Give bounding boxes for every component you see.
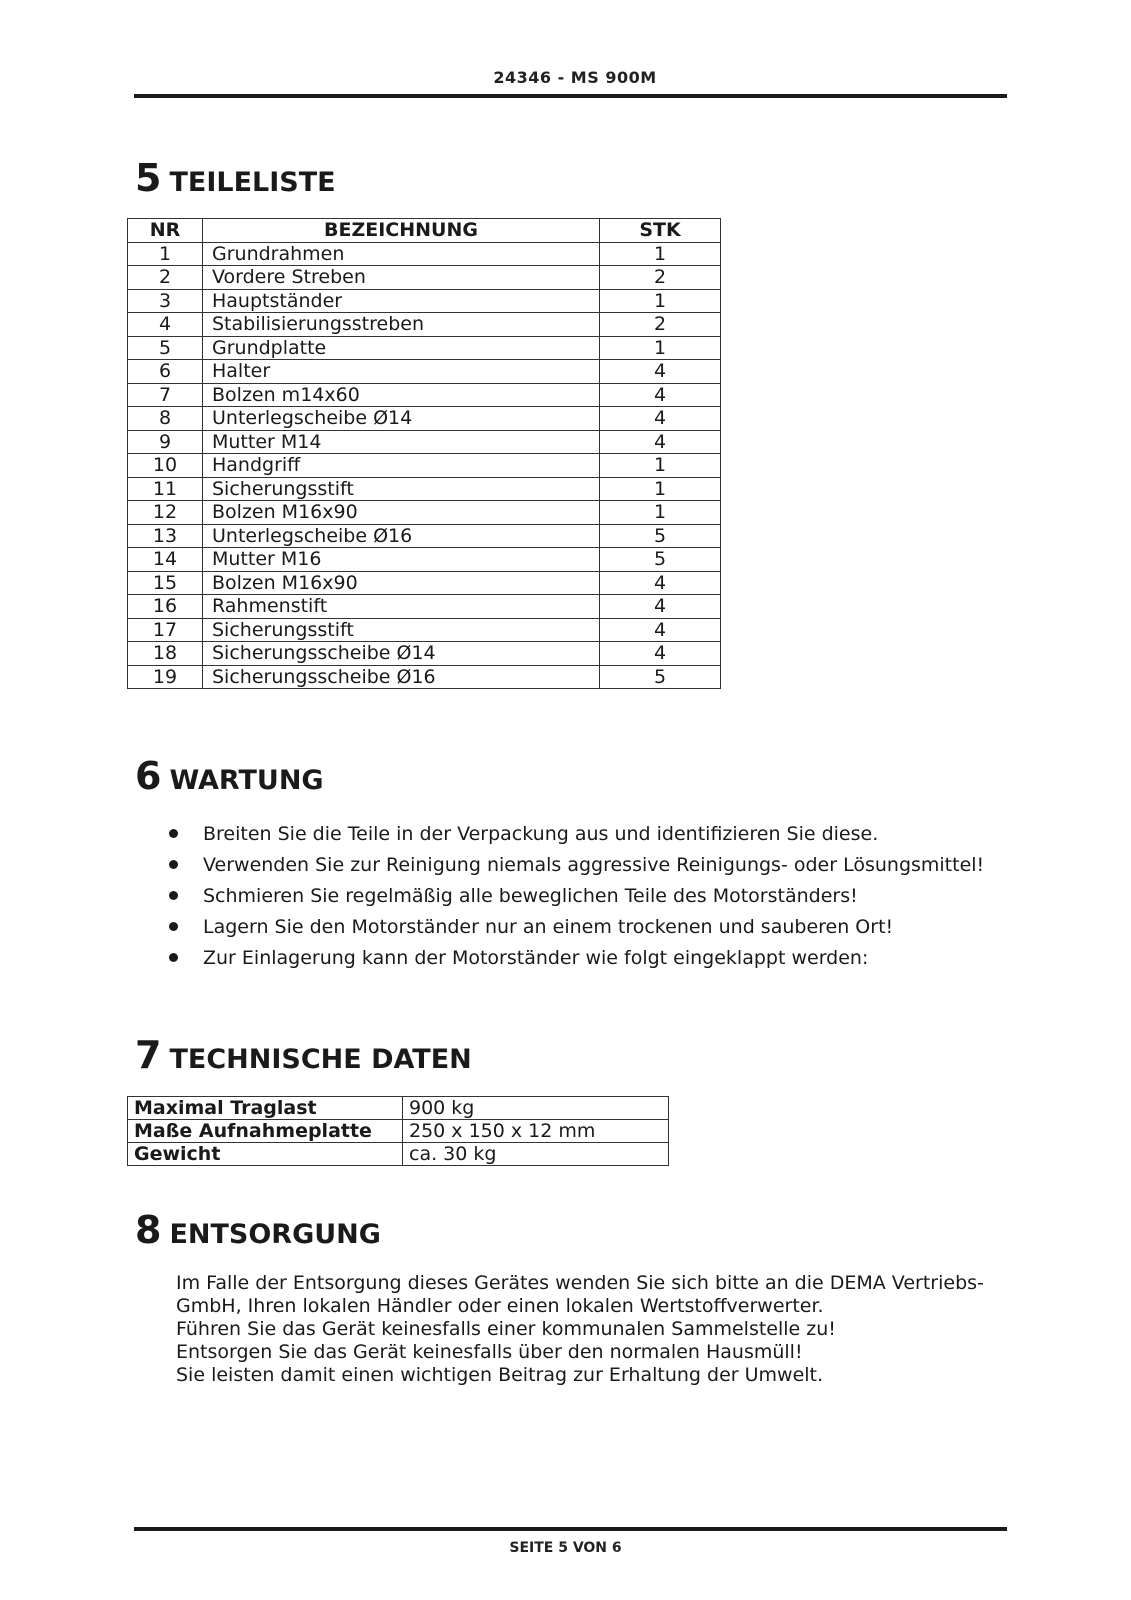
cell-qty: 5 <box>600 524 721 548</box>
cell-qty: 1 <box>600 336 721 360</box>
cell-qty: 5 <box>600 665 721 689</box>
bullet-icon <box>169 922 178 931</box>
cell-qty: 1 <box>600 477 721 501</box>
cell-name: Sicherungsscheibe Ø16 <box>203 665 600 689</box>
table-row <box>128 407 721 431</box>
list-item <box>165 820 984 851</box>
list-item <box>165 882 984 913</box>
spec-label: Gewicht <box>128 1143 403 1166</box>
cell-nr: 9 <box>128 430 203 454</box>
parts-table-header-row <box>128 219 721 243</box>
table-row <box>128 289 721 313</box>
cell-qty: 1 <box>600 289 721 313</box>
list-item-text: Breiten Sie die Teile in der Verpackung aus und identifizieren Sie diese. <box>203 823 879 845</box>
cell-qty: 1 <box>600 501 721 525</box>
disposal-text <box>176 1272 984 1387</box>
section-number: 8 <box>135 1208 162 1252</box>
section-number: 6 <box>135 754 162 798</box>
bullet-icon <box>169 860 178 869</box>
spec-label: Maße Aufnahmeplatte <box>128 1120 403 1143</box>
cell-nr: 7 <box>128 383 203 407</box>
section-number: 5 <box>135 156 162 200</box>
table-row <box>128 548 721 572</box>
table-row <box>128 477 721 501</box>
cell-nr: 4 <box>128 313 203 337</box>
list-item <box>165 913 984 944</box>
section-title-parts <box>135 156 336 200</box>
parts-table <box>127 218 721 689</box>
paragraph-line: Führen Sie das Gerät keinesfalls einer kommunalen Sammelstelle zu! <box>176 1318 836 1340</box>
cell-qty: 5 <box>600 548 721 572</box>
cell-qty: 2 <box>600 313 721 337</box>
cell-qty: 4 <box>600 430 721 454</box>
column-header-qty: STK <box>600 219 721 243</box>
spec-value: 900 kg <box>403 1097 669 1120</box>
list-item-text: Schmieren Sie regelmäßig alle beweglichen Teile des Motorständers! <box>203 885 858 907</box>
bullet-icon <box>169 829 178 838</box>
cell-qty: 4 <box>600 407 721 431</box>
cell-name: Rahmenstift <box>203 595 600 619</box>
table-row <box>128 642 721 666</box>
cell-nr: 16 <box>128 595 203 619</box>
cell-qty: 2 <box>600 266 721 290</box>
table-row <box>128 1120 669 1143</box>
cell-name: Bolzen M16x90 <box>203 501 600 525</box>
document-header-title: 24346 - MS 900M <box>493 68 657 87</box>
cell-qty: 1 <box>600 242 721 266</box>
section-heading: TEILELISTE <box>169 167 336 198</box>
header-rule <box>134 94 1007 98</box>
section-heading: ENTSORGUNG <box>169 1219 381 1250</box>
cell-nr: 12 <box>128 501 203 525</box>
cell-name: Unterlegscheibe Ø14 <box>203 407 600 431</box>
paragraph-line: GmbH, Ihren lokalen Händler oder einen lokalen Wertstoffverwerter. <box>176 1295 824 1317</box>
cell-qty: 4 <box>600 360 721 384</box>
list-item <box>165 944 984 975</box>
cell-name: Bolzen m14x60 <box>203 383 600 407</box>
cell-name: Grundrahmen <box>203 242 600 266</box>
section-title-maintenance <box>135 754 324 798</box>
spec-value: 250 x 150 x 12 mm <box>403 1120 669 1143</box>
column-header-name: BEZEICHNUNG <box>203 219 600 243</box>
cell-qty: 4 <box>600 383 721 407</box>
list-item-text: Zur Einlagerung kann der Motorständer wie folgt eingeklappt werden: <box>203 947 869 969</box>
cell-name: Grundplatte <box>203 336 600 360</box>
cell-nr: 2 <box>128 266 203 290</box>
bullet-icon <box>169 891 178 900</box>
cell-qty: 4 <box>600 642 721 666</box>
cell-name: Bolzen M16x90 <box>203 571 600 595</box>
cell-qty: 4 <box>600 595 721 619</box>
cell-name: Mutter M14 <box>203 430 600 454</box>
table-row <box>128 501 721 525</box>
section-heading: TECHNISCHE DATEN <box>169 1044 472 1075</box>
paragraph-line: Sie leisten damit einen wichtigen Beitrag zur Erhaltung der Umwelt. <box>176 1364 824 1386</box>
spec-value: ca. 30 kg <box>403 1143 669 1166</box>
table-row <box>128 266 721 290</box>
cell-nr: 5 <box>128 336 203 360</box>
table-row <box>128 1143 669 1166</box>
tech-data-table <box>127 1096 669 1166</box>
cell-nr: 8 <box>128 407 203 431</box>
cell-nr: 10 <box>128 454 203 478</box>
cell-name: Mutter M16 <box>203 548 600 572</box>
cell-name: Halter <box>203 360 600 384</box>
paragraph-line: Entsorgen Sie das Gerät keinesfalls über den normalen Hausmüll! <box>176 1341 803 1363</box>
page-number: SEITE 5 VON 6 <box>509 1540 622 1556</box>
table-row <box>128 430 721 454</box>
cell-name: Sicherungsstift <box>203 618 600 642</box>
cell-name: Handgriff <box>203 454 600 478</box>
paragraph-line: Im Falle der Entsorgung dieses Gerätes wenden Sie sich bitte an die DEMA Vertriebs- <box>176 1272 984 1294</box>
cell-nr: 13 <box>128 524 203 548</box>
cell-nr: 3 <box>128 289 203 313</box>
bullet-icon <box>169 953 178 962</box>
table-row <box>128 618 721 642</box>
table-row <box>128 336 721 360</box>
spec-label: Maximal Traglast <box>128 1097 403 1120</box>
cell-nr: 19 <box>128 665 203 689</box>
cell-nr: 11 <box>128 477 203 501</box>
section-title-disposal <box>135 1208 381 1252</box>
cell-nr: 14 <box>128 548 203 572</box>
cell-qty: 4 <box>600 571 721 595</box>
cell-nr: 1 <box>128 242 203 266</box>
cell-nr: 17 <box>128 618 203 642</box>
table-row <box>128 524 721 548</box>
list-item-text: Lagern Sie den Motorständer nur an einem trockenen und sauberen Ort! <box>203 916 894 938</box>
cell-qty: 1 <box>600 454 721 478</box>
cell-nr: 6 <box>128 360 203 384</box>
column-header-nr: NR <box>128 219 203 243</box>
cell-name: Sicherungsscheibe Ø14 <box>203 642 600 666</box>
section-title-tech <box>135 1033 472 1077</box>
table-row <box>128 665 721 689</box>
cell-name: Hauptständer <box>203 289 600 313</box>
table-row <box>128 242 721 266</box>
cell-name: Unterlegscheibe Ø16 <box>203 524 600 548</box>
list-item-text: Verwenden Sie zur Reinigung niemals aggressive Reinigungs- oder Lösungsmittel! <box>203 854 985 876</box>
maintenance-list <box>165 820 984 975</box>
section-heading: WARTUNG <box>169 765 324 796</box>
table-row <box>128 595 721 619</box>
cell-name: Vordere Streben <box>203 266 600 290</box>
cell-nr: 18 <box>128 642 203 666</box>
footer-rule <box>134 1527 1007 1531</box>
cell-name: Stabilisierungsstreben <box>203 313 600 337</box>
table-row <box>128 454 721 478</box>
cell-name: Sicherungsstift <box>203 477 600 501</box>
cell-qty: 4 <box>600 618 721 642</box>
table-row <box>128 383 721 407</box>
cell-nr: 15 <box>128 571 203 595</box>
list-item <box>165 851 984 882</box>
table-row <box>128 313 721 337</box>
table-row <box>128 571 721 595</box>
table-row <box>128 1097 669 1120</box>
table-row <box>128 360 721 384</box>
section-number: 7 <box>135 1033 162 1077</box>
